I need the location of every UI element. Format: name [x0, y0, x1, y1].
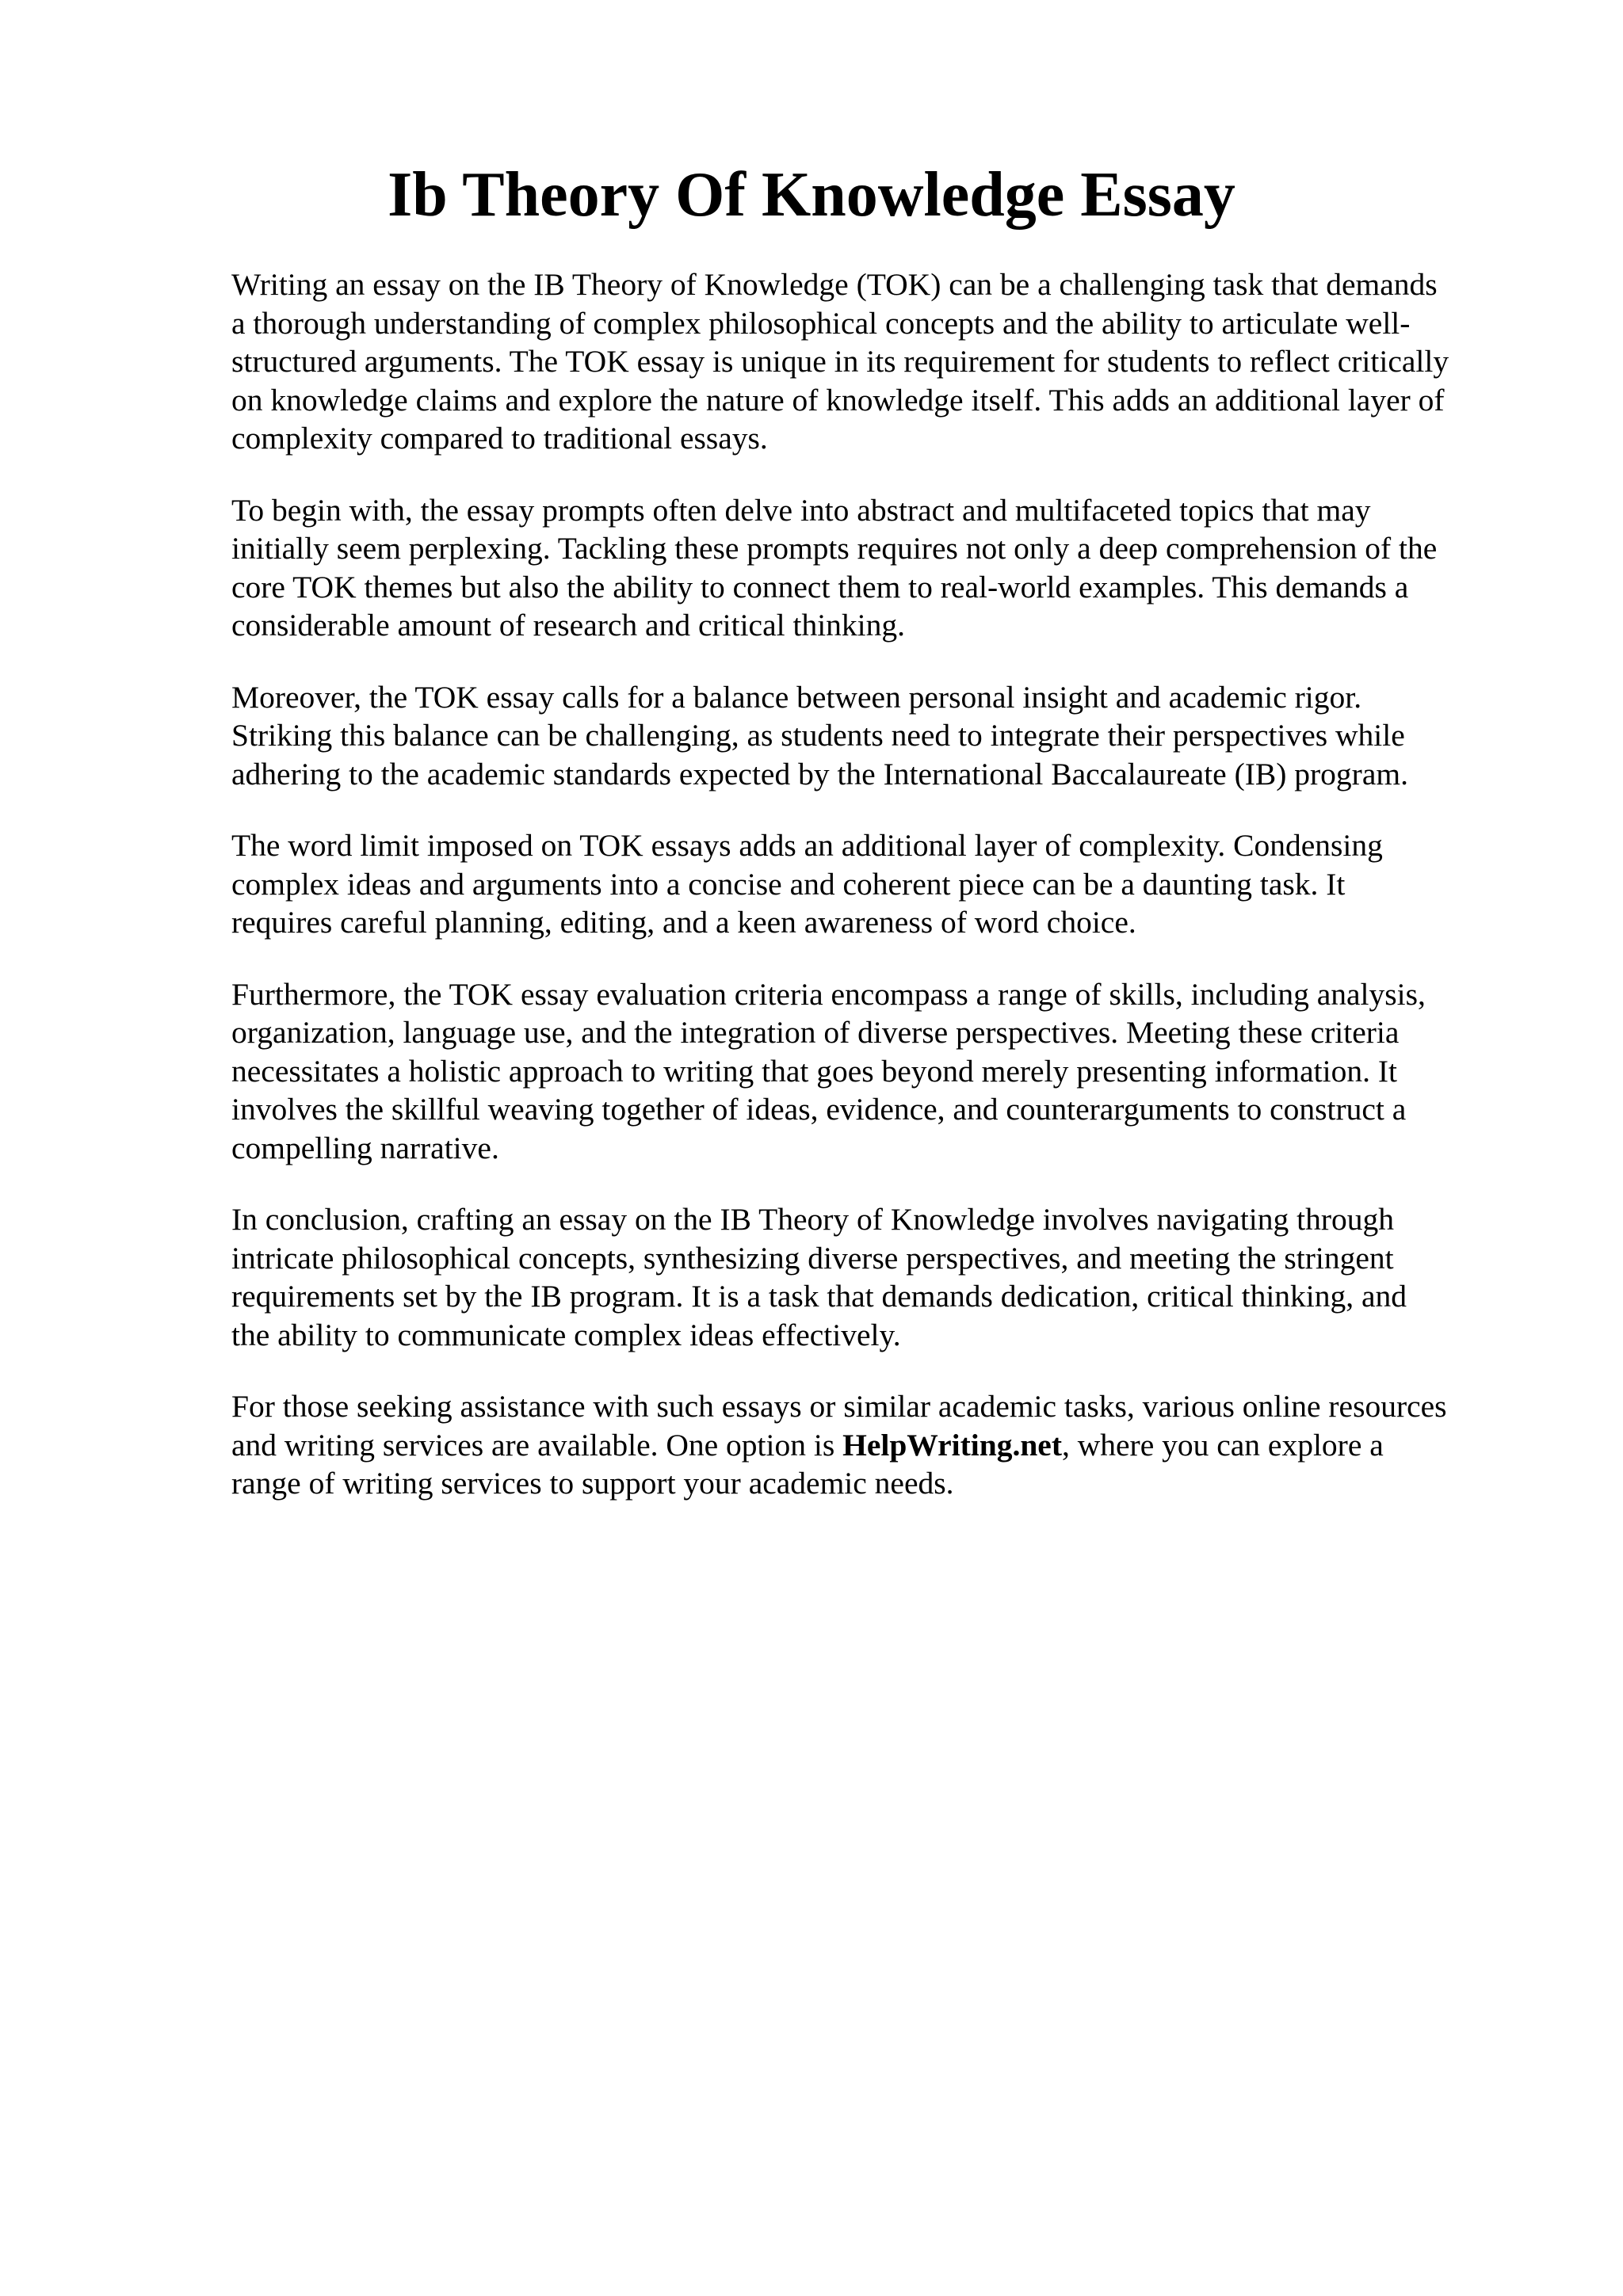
text-line: Striking this balance can be challenging, as students need to integrate their perspectives while — [231, 718, 1405, 753]
text-line: intricate philosophical concepts, synthesizing diverse perspectives, and meeting the stringent — [231, 1240, 1394, 1276]
text-line: involves the skillful weaving together of ideas, evidence, and counterarguments to construct a — [231, 1092, 1407, 1127]
text-line: core TOK themes but also the ability to connect them to real-world examples. This demands a — [231, 569, 1409, 605]
paragraph-prompts — [231, 491, 1555, 645]
paragraph-criteria — [231, 975, 1555, 1168]
text-line: To begin with, the essay prompts often delve into abstract and multifaceted topics that may — [231, 492, 1371, 528]
paragraph-balance — [231, 678, 1555, 794]
document-body — [231, 265, 1555, 1536]
paragraph-intro — [231, 265, 1555, 458]
text-line: a thorough understanding of complex philosophical concepts and the ability to articulate well- — [231, 305, 1411, 341]
closing-text-after-brand: , where you can explore a — [1061, 1427, 1384, 1463]
document-title: Ib Theory Of Knowledge Essay — [388, 160, 1235, 230]
text-line: requires careful planning, editing, and a keen awareness of word choice. — [231, 905, 1136, 940]
text-line: requirements set by the IB program. It is a task that demands dedication, critical thinking, and — [231, 1279, 1407, 1314]
text-line: In conclusion, crafting an essay on the IB Theory of Knowledge involves navigating through — [231, 1202, 1395, 1237]
paragraph-conclusion — [231, 1200, 1555, 1354]
text-line: The word limit imposed on TOK essays adds an additional layer of complexity. Condensing — [231, 828, 1383, 863]
text-line: on knowledge claims and explore the nature of knowledge itself. This adds an additional layer of — [231, 382, 1445, 418]
text-line: considerable amount of research and critical thinking. — [231, 608, 906, 643]
brand-name-helpwriting: HelpWriting.net — [842, 1427, 1062, 1463]
paragraph-word-limit — [231, 826, 1555, 942]
paragraph-closing — [231, 1387, 1555, 1503]
text-line: Moreover, the TOK essay calls for a balance between personal insight and academic rigor. — [231, 679, 1362, 715]
text-line: structured arguments. The TOK essay is unique in its requirement for students to reflect critically — [231, 344, 1449, 379]
text-line: complex ideas and arguments into a concise and coherent piece can be a daunting task. It — [231, 866, 1346, 902]
closing-text-before-brand: and writing services are available. One option is — [231, 1427, 843, 1463]
text-line: Furthermore, the TOK essay evaluation criteria encompass a range of skills, including analysis, — [231, 976, 1426, 1012]
text-line: the ability to communicate complex ideas effectively. — [231, 1317, 901, 1352]
text-line: For those seeking assistance with such essays or similar academic tasks, various online resources — [231, 1389, 1447, 1424]
text-line: Writing an essay on the IB Theory of Knowledge (TOK) can be a challenging task that demands — [231, 267, 1438, 302]
text-line: initially seem perplexing. Tackling these prompts requires not only a deep comprehension of the — [231, 531, 1438, 566]
text-line: complexity compared to traditional essays. — [231, 421, 768, 456]
text-line-with-brand — [231, 1426, 1555, 1465]
text-line: range of writing services to support your academic needs. — [231, 1466, 954, 1501]
text-line: compelling narrative. — [231, 1130, 499, 1165]
text-line: necessitates a holistic approach to writing that goes beyond merely presenting information. It — [231, 1053, 1397, 1089]
text-line: organization, language use, and the integration of diverse perspectives. Meeting these criteria — [231, 1015, 1400, 1050]
text-line: adhering to the academic standards expected by the International Baccalaureate (IB) program. — [231, 756, 1408, 791]
